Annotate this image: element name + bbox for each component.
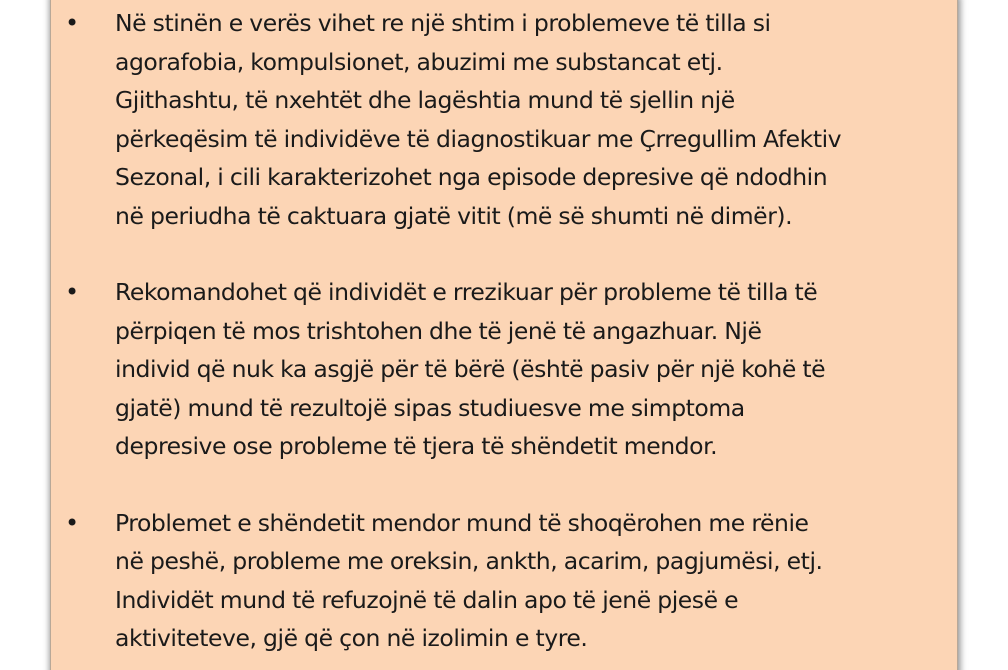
bullet-line: Problemet e shëndetit mendor mund të shoqërohen me rënie bbox=[115, 508, 809, 537]
bullet-line: gjatë) mund të rezultojë sipas studiuesve me simptoma bbox=[115, 393, 745, 422]
bullet-line: Rekomandohet që individët e rrezikuar për probleme të tilla të bbox=[115, 278, 818, 306]
bullet-item bbox=[51, 4, 957, 235]
bullet-marker: • bbox=[65, 278, 80, 306]
bullet-line: përpiqen të mos trishtohen dhe të jenë të angazhuar. Një bbox=[115, 316, 762, 345]
text-panel bbox=[50, 0, 958, 670]
bullet-line: Në stinën e verës vihet re një shtim i problemeve të tilla si bbox=[115, 9, 771, 37]
bullet-line: depresive ose probleme të tjera të shëndetit mendor. bbox=[115, 432, 718, 460]
bullet-marker: • bbox=[65, 9, 80, 37]
bullet-line: Sezonal, i cili karakterizohet nga episode depresive që ndodhin bbox=[115, 163, 828, 191]
bullet-line: individ që nuk ka asgjë për të bërë (është pasiv për një kohë të bbox=[115, 355, 826, 383]
bullet-line: në periudha të caktuara gjatë vitit (më së shumti në dimër). bbox=[115, 201, 793, 230]
bullet-line: në peshë, probleme me oreksin, ankth, acarim, pagjumësi, etj. bbox=[115, 547, 823, 575]
bullet-item bbox=[51, 504, 957, 658]
bullet-list bbox=[51, 4, 957, 670]
bullet-item bbox=[51, 273, 957, 466]
bullet-line: agorafobia, kompulsionet, abuzimi me substancat etj. bbox=[115, 47, 723, 76]
bullet-line: Gjithashtu, të nxehtët dhe lagështia mund të sjellin një bbox=[115, 86, 735, 114]
bullet-line: përkeqësim të individëve të diagnostikuar me Çrregullim Afektiv bbox=[115, 124, 842, 153]
bullet-marker: • bbox=[65, 508, 80, 537]
bullet-line: aktiviteteve, gjë që çon në izolimin e tyre. bbox=[115, 624, 588, 652]
bullet-line: Individët mund të refuzojnë të dalin apo të jenë pjesë e bbox=[115, 585, 739, 614]
